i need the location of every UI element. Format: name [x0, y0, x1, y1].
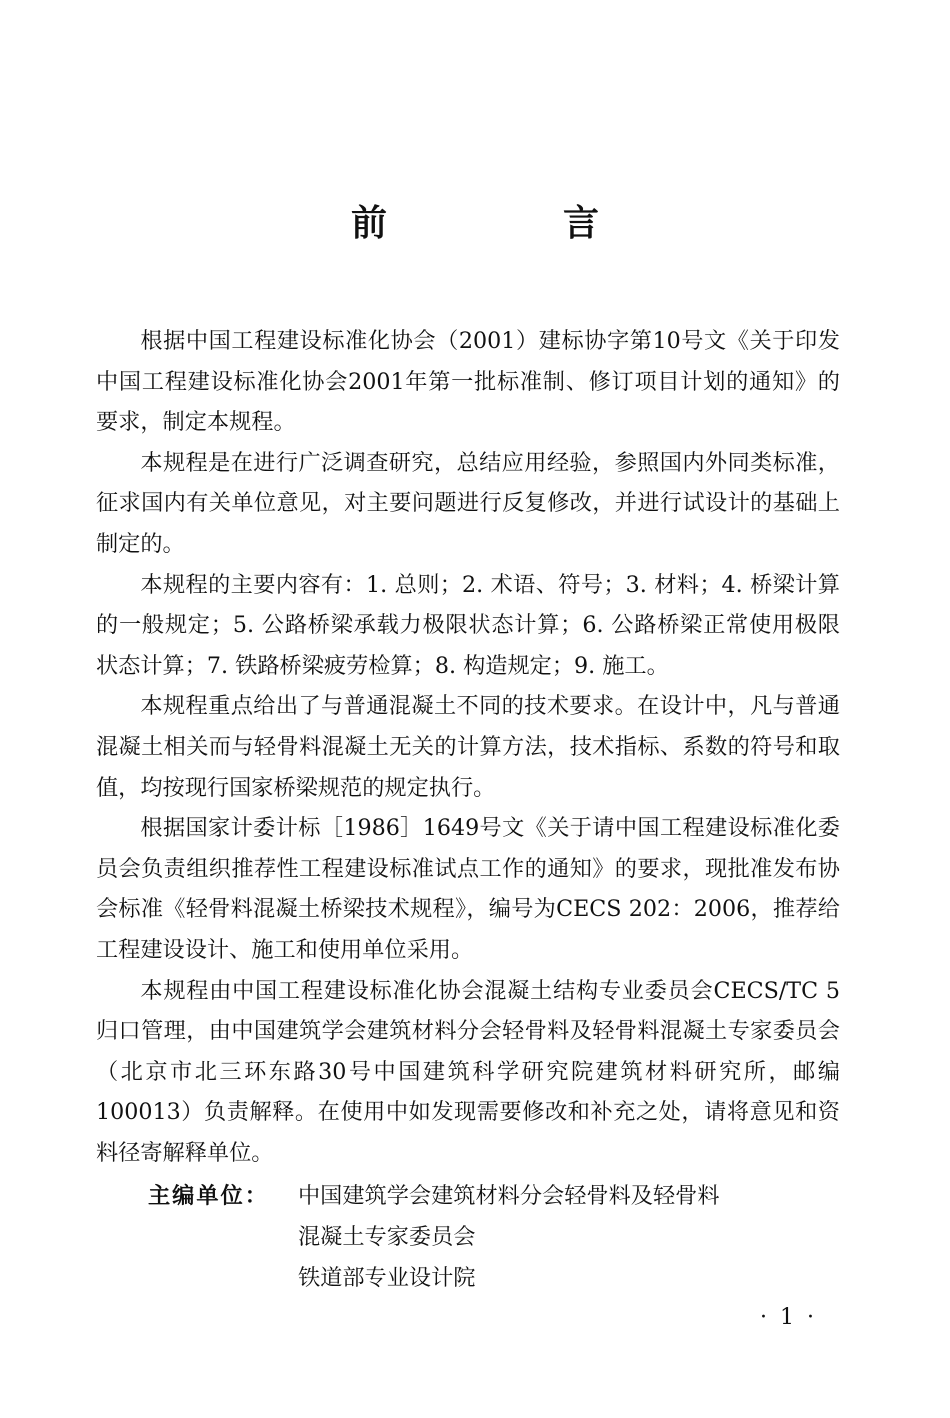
- paragraph: 本规程的主要内容有：1. 总则；2. 术语、符号；3. 材料；4. 桥梁计算的一般规定；5. 公路桥梁承载力极限状态计算；6. 公路桥梁正常使用极限状态计算；7. 铁路桥梁疲劳检算；8. 构造规定；9. 施工。: [96, 571, 840, 679]
- chief-editor-unit: 中国建筑学会建筑材料分会轻骨料及轻骨料: [298, 1183, 720, 1209]
- page-number: · 1 ·: [760, 1305, 817, 1330]
- page-title: 前 言: [350, 203, 669, 244]
- chief-editors-label: 主编单位：: [148, 1183, 269, 1209]
- paragraph: 根据中国工程建设标准化协会（2001）建标协字第10号文《关于印发中国工程建设标准化协会2001年第一批标准制、修订项目计划的通知》的要求，制定本规程。: [96, 328, 840, 436]
- paragraph: 本规程重点给出了与普通混凝土不同的技术要求。在设计中，凡与普通混凝土相关而与轻骨料混凝土无关的计算方法，技术指标、系数的符号和取值，均按现行国家桥梁规范的规定执行。: [96, 693, 840, 801]
- paragraph: 本规程由中国工程建设标准化协会混凝土结构专业委员会CECS/TC 5归口管理，由中国建筑学会建筑材料分会轻骨料及轻骨料混凝土专家委员会（北京市北三环东路30号中国建筑科学研究院建筑材料研究所，邮编100013）负责解释。在使用中如发现需要修改和补充之处，请将意见和资料径寄解释单位。: [96, 977, 840, 1166]
- chief-editor-unit: 铁道部专业设计院: [298, 1265, 476, 1291]
- body-text: [96, 321, 840, 1173]
- chief-editor-unit: 混凝土专家委员会: [298, 1224, 476, 1250]
- paragraph: 根据国家计委计标［1986］1649号文《关于请中国工程建设标准化委员会负责组织推荐性工程建设标准试点工作的通知》的要求，现批准发布协会标准《轻骨料混凝土桥梁技术规程》，编号为CECS 202：2006，推荐给工程建设设计、施工和使用单位采用。: [96, 815, 840, 963]
- chief-editors-block: [148, 1176, 848, 1299]
- paragraph: 本规程是在进行广泛调查研究，总结应用经验，参照国内外同类标准，征求国内有关单位意见，对主要问题进行反复修改，并进行试设计的基础上制定的。: [96, 449, 840, 557]
